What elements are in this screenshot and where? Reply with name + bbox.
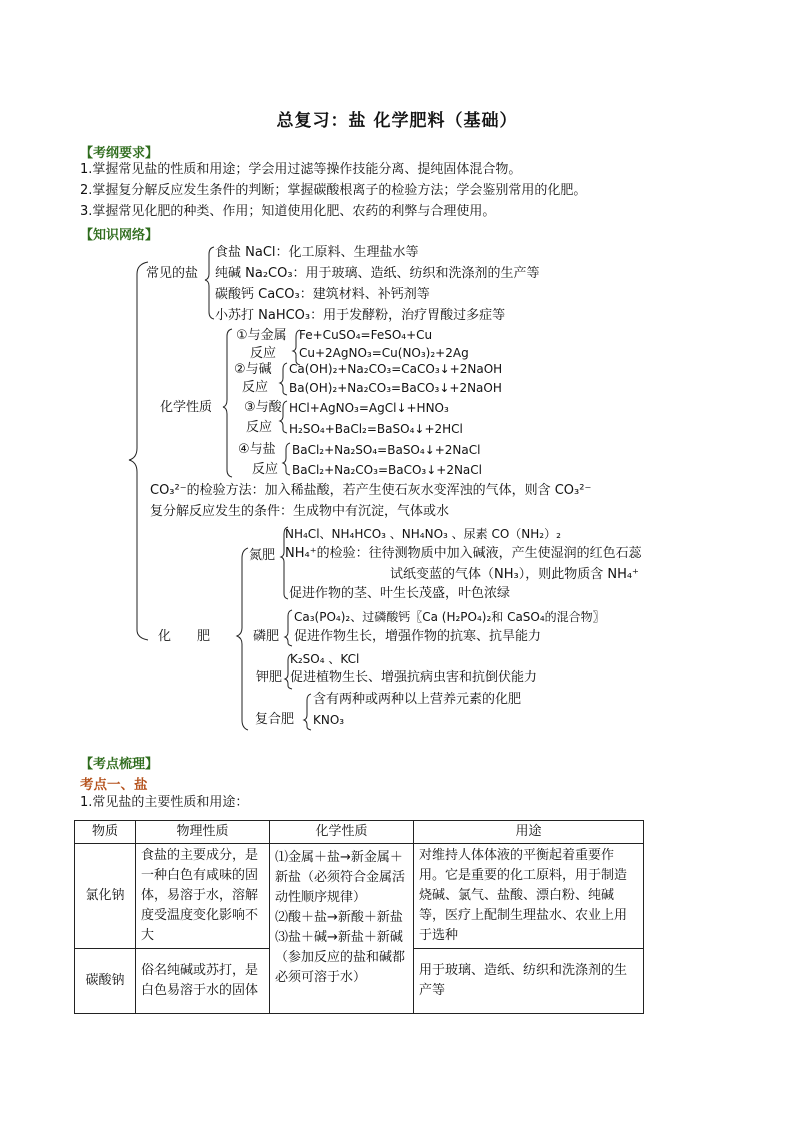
chemical-rule: ⑶盐＋碱→新盐＋新碱（参加反应的盐和碱都必须可溶于水） [275,930,406,985]
reaction-label: 反应 [246,420,273,435]
fertilizer-line: 促进作物的茎、叶生长茂盛，叶色浓绿 [289,586,511,601]
kaodian-heading: 考点一、盐 [80,777,148,793]
fertilizer-line: 含有两种或两种以上营养元素的化肥 [313,692,522,707]
common-salts-label: 常见的盐 [146,266,199,281]
chem-properties-label: 化学性质 [160,400,213,415]
fertilizer-line: 试纸变蓝的气体（NH₃），则此物质含 NH₄⁺ [390,567,639,582]
salt-brace [283,443,290,475]
fert-brace [237,548,248,730]
outline-item-2: 2.掌握复分解反应发生条件的判断；掌握碳酸根离子的检验方法；学会鉴别常用的化肥。 [80,183,587,198]
table-cell: 对维持人体体液的平衡起着重要作用。它是重要的化工原料，用于制造烧碱、氯气、盐酸、漂白粉、纯碱等，医疗上配制生理盐水、农业上用于选种 [414,844,644,949]
section-heading-points: 【考点梳理】 [80,757,159,772]
fertilizer-line: K₂SO₄ 、KCl [290,652,360,666]
salt-item: 纯碱 Na₂CO₃：用于玻璃、造纸、纺织和洗涤剂的生产等 [215,266,540,281]
table-cell: 用于玻璃、造纸、纺织和洗涤剂的生产等 [414,949,644,1014]
salt-properties-table [74,820,644,1014]
equation: BaCl₂+Na₂CO₃=BaCO₃↓+2NaCl [292,463,483,477]
double-decomposition-condition: 复分解反应发生的条件：生成物中有沉淀，气体或水 [150,504,450,519]
potassium-label: 钾肥 [256,670,283,685]
fertilizer-line: NH₄⁺的检验：往待测物质中加入碱液，产生使湿润的红色石蕊 [285,546,642,561]
table-header: 用途 [414,821,644,844]
table-cell-chemical [270,844,414,1014]
table-cell: 碳酸钠 [75,949,136,1014]
main-brace [129,262,148,640]
fertilizer-line: NH₄Cl、NH₄HCO₃ 、NH₄NO₃ 、尿素 CO（NH₂）₂ [285,527,561,541]
reaction-label: ②与碱 [234,362,272,377]
equation: H₂SO₄+BaCl₂=BaSO₄↓+2HCl [289,422,463,436]
table-cell: 氯化钠 [75,844,136,949]
table-header-row [75,821,644,844]
salts-brace [205,247,214,319]
outline-item-1: 1.掌握常见盐的性质和用途；学会用过滤等操作技能分离、提纯固体混合物。 [80,162,522,177]
salt-item: 食盐 NaCl：化工原料、生理盐水等 [215,245,419,260]
reaction-label: ①与金属 [236,328,287,343]
equation: BaCl₂+Na₂SO₄=BaSO₄↓+2NaCl [292,443,481,457]
reaction-label: ④与盐 [238,442,276,457]
fertilizer-line: Ca₃(PO₄)₂、过磷酸钙〖Ca (H₂PO₄)₂和 CaSO₄的混合物〗 [294,610,605,624]
equation: HCl+AgNO₃=AgCl↓+HNO₃ [289,401,449,415]
salt-item: 小苏打 NaHCO₃：用于发酵粉，治疗胃酸过多症等 [215,308,506,323]
section-heading-network: 【知识网络】 [80,228,159,243]
chemical-rule: ⑴金属＋盐→新金属＋新盐（必须符合金属活动性顺序规律） [275,850,406,905]
compound-brace [304,694,311,730]
equation: Ca(OH)₂+Na₂CO₃=CaCO₃↓+2NaOH [289,362,503,376]
equation: Ba(OH)₂+Na₂CO₃=BaCO₃↓+2NaOH [289,381,502,395]
phosphorus-label: 磷肥 [253,629,280,644]
table-header: 化学性质 [270,821,414,844]
salt-item: 碳酸钙 CaCO₃：建筑材料、补钙剂等 [215,287,430,302]
table-cell: 俗名纯碱或苏打，是白色易溶于水的固体 [136,949,270,1014]
fertilizer-label: 化 肥 [158,629,211,644]
table-intro: 1.常见盐的主要性质和用途： [80,795,249,810]
base-brace [280,363,287,395]
fertilizer-line: 促进作物生长，增强作物的抗寒、抗旱能力 [294,629,542,644]
fertilizer-line: KNO₃ [313,713,345,727]
reaction-label: 反应 [242,380,269,395]
table-row [75,844,644,949]
table-header: 物质 [75,821,136,844]
reaction-label: 反应 [250,346,277,361]
chemical-rule: ⑵酸＋盐→新酸＋新盐 [275,910,403,925]
reaction-label: ③与酸 [244,400,282,415]
table-cell: 食盐的主要成分，是一种白色有咸味的固体，易溶于水，溶解度受温度变化影响不大 [136,844,270,949]
nitrogen-label: 氮肥 [249,548,276,563]
equation: Cu+2AgNO₃=Cu(NO₃)₂+2Ag [299,346,469,360]
chem-brace [223,329,232,477]
compound-label: 复合肥 [255,712,295,727]
outline-item-3: 3.掌握常见化肥的种类、作用；知道使用化肥、农药的利弊与合理使用。 [80,204,496,219]
fertilizer-line: 促进植物生长、增强抗病虫害和抗倒伏能力 [290,670,538,685]
equation: Fe+CuSO₄=FeSO₄+Cu [299,328,433,342]
section-heading-outline: 【考纲要求】 [80,146,159,161]
phosphorus-brace [285,610,292,646]
page-title: 总复习：盐 化学肥料（基础） [276,111,518,131]
carbonate-test: CO₃²⁻的检验方法：加入稀盐酸，若产生使石灰水变浑浊的气体，则含 CO₃²⁻ [150,483,592,498]
table-header: 物理性质 [136,821,270,844]
reaction-label: 反应 [252,462,279,477]
